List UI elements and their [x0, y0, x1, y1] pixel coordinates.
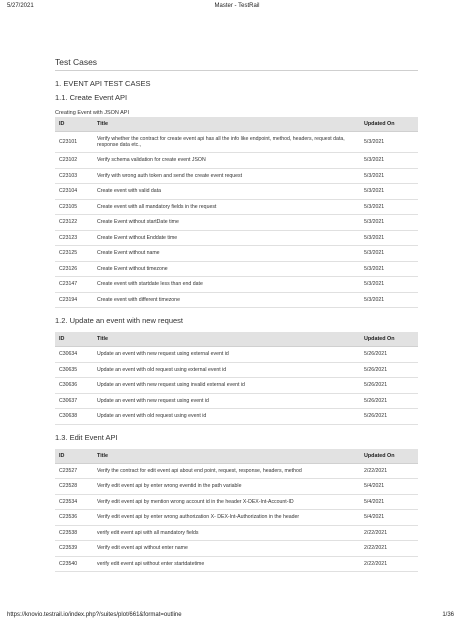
case-title: Verify edit event api by mention wrong account id in the header X-DEX-Int-Account-ID [93, 494, 360, 510]
case-updated: 5/3/2021 [360, 277, 418, 293]
table-row [55, 409, 418, 425]
table-row [55, 378, 418, 394]
title-divider [55, 70, 418, 71]
table-row [55, 184, 418, 200]
case-id[interactable]: C23539 [55, 541, 93, 557]
print-date: 5/27/2021 [7, 3, 34, 9]
table-row [55, 132, 418, 153]
column-header-updated: Updated On [360, 117, 418, 132]
case-updated: 5/3/2021 [360, 215, 418, 231]
case-title: Verify with wrong auth token and send the create event request [93, 168, 360, 184]
column-header-title: Title [93, 117, 360, 132]
case-id[interactable]: C23101 [55, 132, 93, 153]
table-row [55, 215, 418, 231]
section-title: 1. EVENT API TEST CASES [55, 79, 151, 88]
case-title: Create event with all mandatory fields in the request [93, 199, 360, 215]
column-header-updated: Updated On [360, 332, 418, 347]
case-id[interactable]: C23528 [55, 479, 93, 495]
case-title: Create event with startdate less than end date [93, 277, 360, 293]
case-id[interactable]: C23538 [55, 525, 93, 541]
table-row [55, 199, 418, 215]
case-updated: 5/4/2021 [360, 494, 418, 510]
case-id[interactable]: C23527 [55, 463, 93, 479]
subsection-title: 1.1. Create Event API [55, 93, 128, 102]
case-title: verify edit event api with all mandatory fields [93, 525, 360, 541]
table-row [55, 463, 418, 479]
case-title: Create event with valid data [93, 184, 360, 200]
table-row [55, 277, 418, 293]
case-updated: 5/3/2021 [360, 184, 418, 200]
case-title: Verify the contract for edit event api about end point, request, response, headers, method [93, 463, 360, 479]
case-title: Verify edit event api by enter wrong authorization X- DEX-Int-Authorization in the header [93, 510, 360, 526]
table-row [55, 347, 418, 363]
print-title: Master - TestRail [214, 3, 260, 9]
case-id[interactable]: C23104 [55, 184, 93, 200]
case-updated: 2/22/2021 [360, 525, 418, 541]
table-row [55, 494, 418, 510]
table-row [55, 168, 418, 184]
case-updated: 2/22/2021 [360, 556, 418, 572]
table-header-row [55, 449, 418, 464]
case-title: verify edit event api without enter startdatetime [93, 556, 360, 572]
table-row [55, 541, 418, 557]
table-row [55, 153, 418, 169]
case-id[interactable]: C23103 [55, 168, 93, 184]
table-header-row [55, 332, 418, 347]
case-title: Create Event without timezone [93, 261, 360, 277]
case-title: Update an event with old request using external event id [93, 362, 360, 378]
case-id[interactable]: C30635 [55, 362, 93, 378]
case-title: Verify edit event api without enter name [93, 541, 360, 557]
case-id[interactable]: C23534 [55, 494, 93, 510]
case-id[interactable]: C23123 [55, 230, 93, 246]
page-title: Test Cases [55, 57, 98, 67]
case-title: Verify edit event api by enter wrong eventid in the path variable [93, 479, 360, 495]
column-header-id: ID [55, 449, 93, 464]
table-row [55, 246, 418, 262]
case-id[interactable]: C23147 [55, 277, 93, 293]
table-row [55, 393, 418, 409]
case-title: Update an event with new request using event id [93, 393, 360, 409]
column-header-updated: Updated On [360, 449, 418, 464]
case-updated: 5/3/2021 [360, 199, 418, 215]
case-updated: 5/3/2021 [360, 153, 418, 169]
case-id[interactable]: C23122 [55, 215, 93, 231]
table-row [55, 556, 418, 572]
case-updated: 5/26/2021 [360, 362, 418, 378]
case-id[interactable]: C30637 [55, 393, 93, 409]
case-id[interactable]: C23536 [55, 510, 93, 526]
case-title: Create Event without startDate time [93, 215, 360, 231]
table-row [55, 510, 418, 526]
case-updated: 5/3/2021 [360, 230, 418, 246]
case-title: Update an event with old request using event id [93, 409, 360, 425]
case-id[interactable]: C30634 [55, 347, 93, 363]
case-title: Create event with different timezone [93, 292, 360, 308]
case-updated: 5/3/2021 [360, 168, 418, 184]
case-title: Update an event with new request using invalid external event id [93, 378, 360, 394]
case-id[interactable]: C23125 [55, 246, 93, 262]
column-header-id: ID [55, 117, 93, 132]
case-title: Verify schema validation for create event JSON [93, 153, 360, 169]
table-row [55, 292, 418, 308]
page-number: 1/36 [442, 612, 454, 618]
case-id[interactable]: C23102 [55, 153, 93, 169]
case-title: Create Event without name [93, 246, 360, 262]
table-header-row [55, 117, 418, 132]
subsection-title: 1.2. Update an event with new request [55, 316, 183, 325]
case-id[interactable]: C23126 [55, 261, 93, 277]
case-updated: 2/22/2021 [360, 541, 418, 557]
document-body [55, 56, 418, 572]
case-title: Update an event with new request using external event id [93, 347, 360, 363]
table-row [55, 261, 418, 277]
case-title: Create Event without Enddate time [93, 230, 360, 246]
case-updated: 5/3/2021 [360, 261, 418, 277]
table-row [55, 362, 418, 378]
test-case-table [55, 117, 418, 308]
case-title: Verify whether the contract for create event api has all the info like endpoint, method, headers, request data, response data etc., [93, 132, 360, 153]
case-updated: 2/22/2021 [360, 463, 418, 479]
column-header-title: Title [93, 449, 360, 464]
case-updated: 5/3/2021 [360, 132, 418, 153]
subsection-title: 1.3. Edit Event API [55, 432, 118, 442]
case-updated: 5/3/2021 [360, 292, 418, 308]
case-id[interactable]: C23105 [55, 199, 93, 215]
case-updated: 5/3/2021 [360, 246, 418, 262]
case-id[interactable]: C23194 [55, 292, 93, 308]
case-id[interactable]: C30636 [55, 378, 93, 394]
test-case-table [55, 449, 418, 573]
case-updated: 5/26/2021 [360, 393, 418, 409]
test-case-table [55, 332, 418, 425]
column-header-title: Title [93, 332, 360, 347]
subsection-description: Creating Event with JSON API [55, 110, 129, 116]
column-header-id: ID [55, 332, 93, 347]
case-id[interactable]: C23540 [55, 556, 93, 572]
case-id[interactable]: C30638 [55, 409, 93, 425]
case-updated: 5/4/2021 [360, 479, 418, 495]
case-updated: 5/26/2021 [360, 378, 418, 394]
case-updated: 5/26/2021 [360, 347, 418, 363]
table-row [55, 230, 418, 246]
table-row [55, 479, 418, 495]
print-url: https://knovio.testrail.io/index.php?/suites/plot/661&format=outline [7, 612, 182, 618]
case-updated: 5/26/2021 [360, 409, 418, 425]
case-updated: 5/4/2021 [360, 510, 418, 526]
table-row [55, 525, 418, 541]
